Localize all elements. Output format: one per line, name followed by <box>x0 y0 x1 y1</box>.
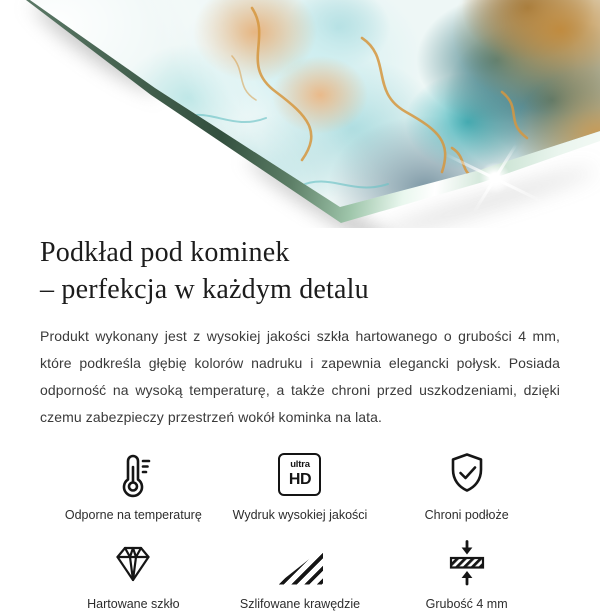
feature-grid <box>50 449 550 611</box>
feature-label: Grubość 4 mm <box>425 597 508 611</box>
ultra-hd-text-bottom: HD <box>288 470 312 488</box>
ultra-hd-text-top: ultra <box>290 459 310 471</box>
feature-print-quality <box>217 449 384 522</box>
feature-thickness <box>383 538 550 611</box>
ultra-hd-icon <box>278 449 321 499</box>
title-line-2: – perfekcja w każdym detalu <box>40 274 369 305</box>
feature-tempered-glass <box>50 538 217 611</box>
feature-label: Hartowane szkło <box>87 597 180 611</box>
feature-label: Chroni podłoże <box>424 508 509 522</box>
feature-label: Wydruk wysokiej jakości <box>232 508 368 522</box>
polished-edge-icon <box>277 538 323 588</box>
feature-temperature <box>50 449 217 522</box>
page-title <box>40 234 560 308</box>
shield-check-icon <box>443 449 491 499</box>
thickness-4mm-icon <box>443 538 491 588</box>
thermometer-icon <box>109 449 157 499</box>
diamond-icon <box>109 538 157 588</box>
product-photo[interactable] <box>0 0 600 228</box>
feature-label: Szlifowane krawędzie <box>239 597 361 611</box>
feature-protects-floor <box>383 449 550 522</box>
title-line-1: Podkład pod kominek <box>40 237 290 268</box>
feature-label: Odporne na temperaturę <box>64 508 202 522</box>
feature-polished-edges <box>217 538 384 611</box>
product-description-text: Produkt wykonany jest z wysokiej jakości szkła hartowanego o grubości 4 mm, które podkreśla głębię kolorów nadruku i zapewnia elegancki połysk. Posiada odporność na wysoką temperaturę, a także chroni przed uszkodzeniami, dzięki czemu zabezpieczy przestrzeń wokół kominka na lata. <box>40 328 560 425</box>
product-description-section <box>0 234 600 611</box>
